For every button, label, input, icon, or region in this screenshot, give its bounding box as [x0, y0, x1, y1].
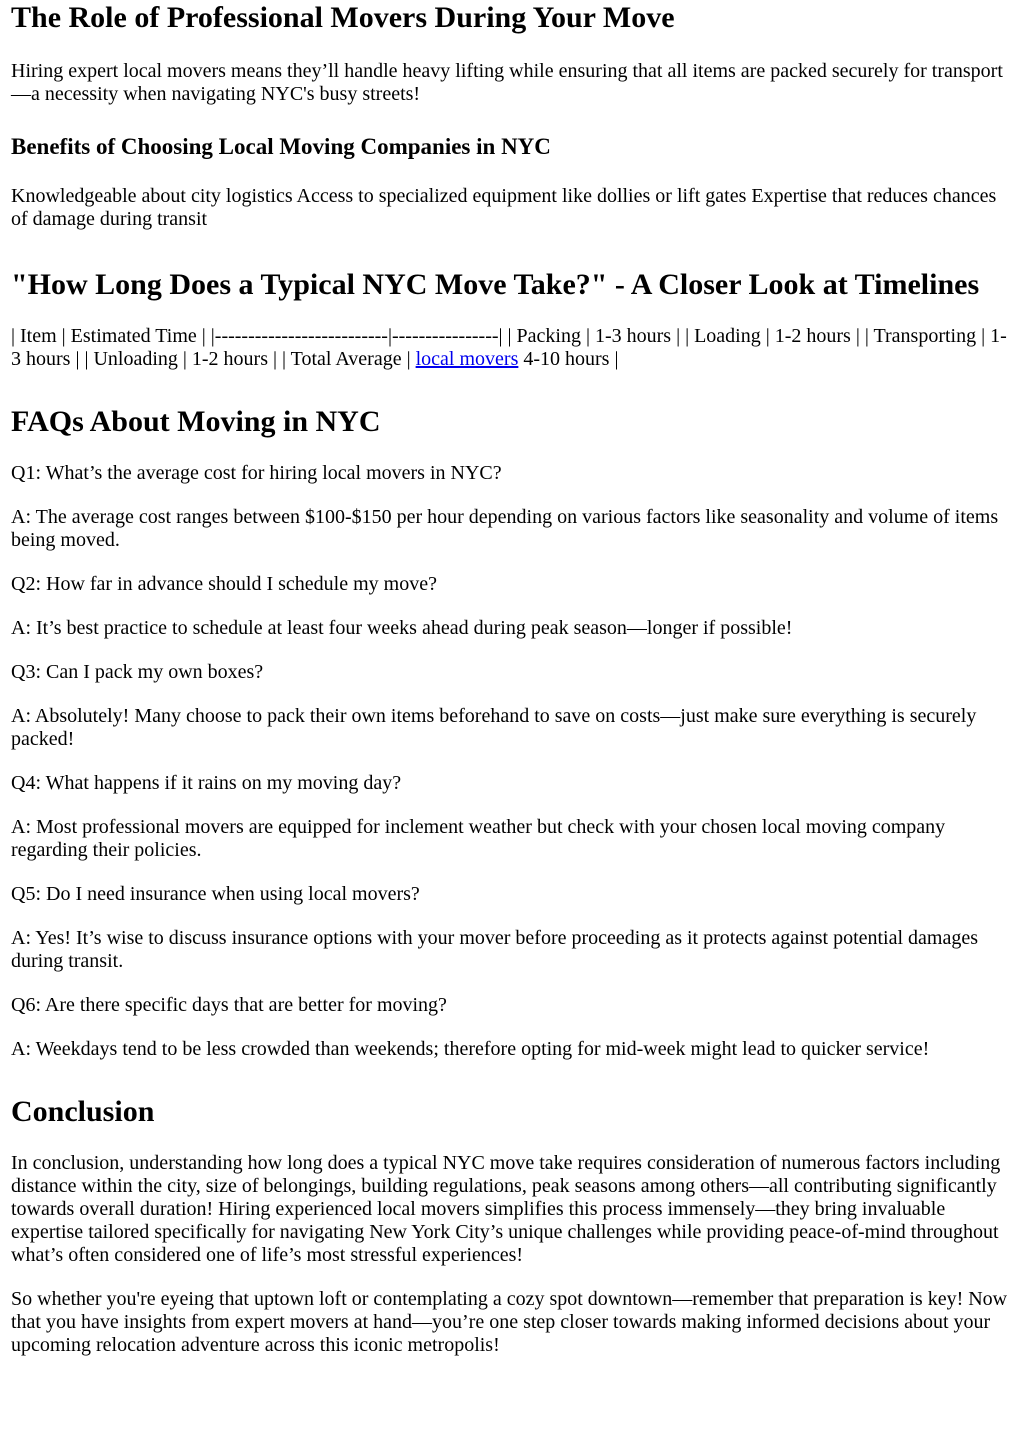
paragraph-timeline-table-text	[11, 325, 1013, 371]
faq-answer: A: Weekdays tend to be less crowded than weekends; therefore opting for mid-week might lead to quicker service!	[11, 1038, 930, 1060]
faq-answer: A: Yes! It’s wise to discuss insurance options with your mover before proceeding as it protects against potential damages during transit.	[11, 927, 979, 972]
paragraph-professional-movers-role: Hiring expert local movers means they’ll handle heavy lifting while ensuring that all items are packed securely for transport—a necessity when navigating NYC's busy streets!	[11, 60, 1003, 105]
heading-conclusion: Conclusion	[11, 1095, 155, 1128]
heading-faqs: FAQs About Moving in NYC	[11, 405, 381, 438]
faq-list	[11, 462, 1013, 1061]
faq-answer: A: Most professional movers are equipped for inclement weather but check with your chosen local moving company regarding their policies.	[11, 816, 946, 861]
faq-question: Q5: Do I need insurance when using local movers?	[11, 883, 420, 905]
faq-question: Q2: How far in advance should I schedule my move?	[11, 573, 437, 595]
faq-answer: A: The average cost ranges between $100-$150 per hour depending on various factors like seasonality and volume of items being moved.	[11, 506, 999, 551]
local-movers-link[interactable]: local movers	[415, 348, 519, 370]
heading-move-timeline: "How Long Does a Typical NYC Move Take?" - A Closer Look at Timelines	[11, 268, 980, 301]
faq-question: Q3: Can I pack my own boxes?	[11, 661, 264, 683]
heading-local-moving-benefits: Benefits of Choosing Local Moving Companies in NYC	[11, 134, 551, 159]
conclusion-body	[11, 1152, 1013, 1357]
timeline-text-after-link: 4-10 hours |	[518, 348, 619, 370]
conclusion-paragraph: In conclusion, understanding how long does a typical NYC move take requires consideration of numerous factors including distance within the city, size of belongings, building regulations, peak seasons among others—all contributing significantly towards overall duration! Hiring experienced local movers simplifies this process immensely—they bring invaluable expertise tailored specifically for navigating New York City’s unique challenges while providing peace-of-mind throughout what’s often considered one of life’s most stressful experiences!	[11, 1152, 1001, 1266]
faq-answer: A: Absolutely! Many choose to pack their own items beforehand to save on costs—just make sure everything is securely packed!	[11, 705, 977, 750]
heading-professional-movers-role: The Role of Professional Movers During Your Move	[11, 1, 675, 34]
faq-question: Q4: What happens if it rains on my moving day?	[11, 772, 402, 794]
faq-answer: A: It’s best practice to schedule at least four weeks ahead during peak season—longer if possible!	[11, 617, 793, 639]
faq-question: Q6: Are there specific days that are better for moving?	[11, 994, 447, 1016]
paragraph-local-moving-benefits: Knowledgeable about city logistics Access to specialized equipment like dollies or lift gates Expertise that reduces chances of damage during transit	[11, 185, 997, 230]
timeline-text-before-link: | Item | Estimated Time | |--------------------------|----------------| | Packing | 1-3 hours | | Loading | 1-2 hours | | Transporting | 1-3 hours | | Unloading | 1-2 hours | | Total Average |	[11, 325, 1007, 370]
conclusion-paragraph: So whether you're eyeing that uptown loft or contemplating a cozy spot downtown—remember that preparation is key! Now that you have insights from expert movers at hand—you’re one step closer towards making informed decisions about your upcoming relocation adventure across this iconic metropolis!	[11, 1288, 1008, 1356]
faq-question: Q1: What’s the average cost for hiring local movers in NYC?	[11, 462, 502, 484]
